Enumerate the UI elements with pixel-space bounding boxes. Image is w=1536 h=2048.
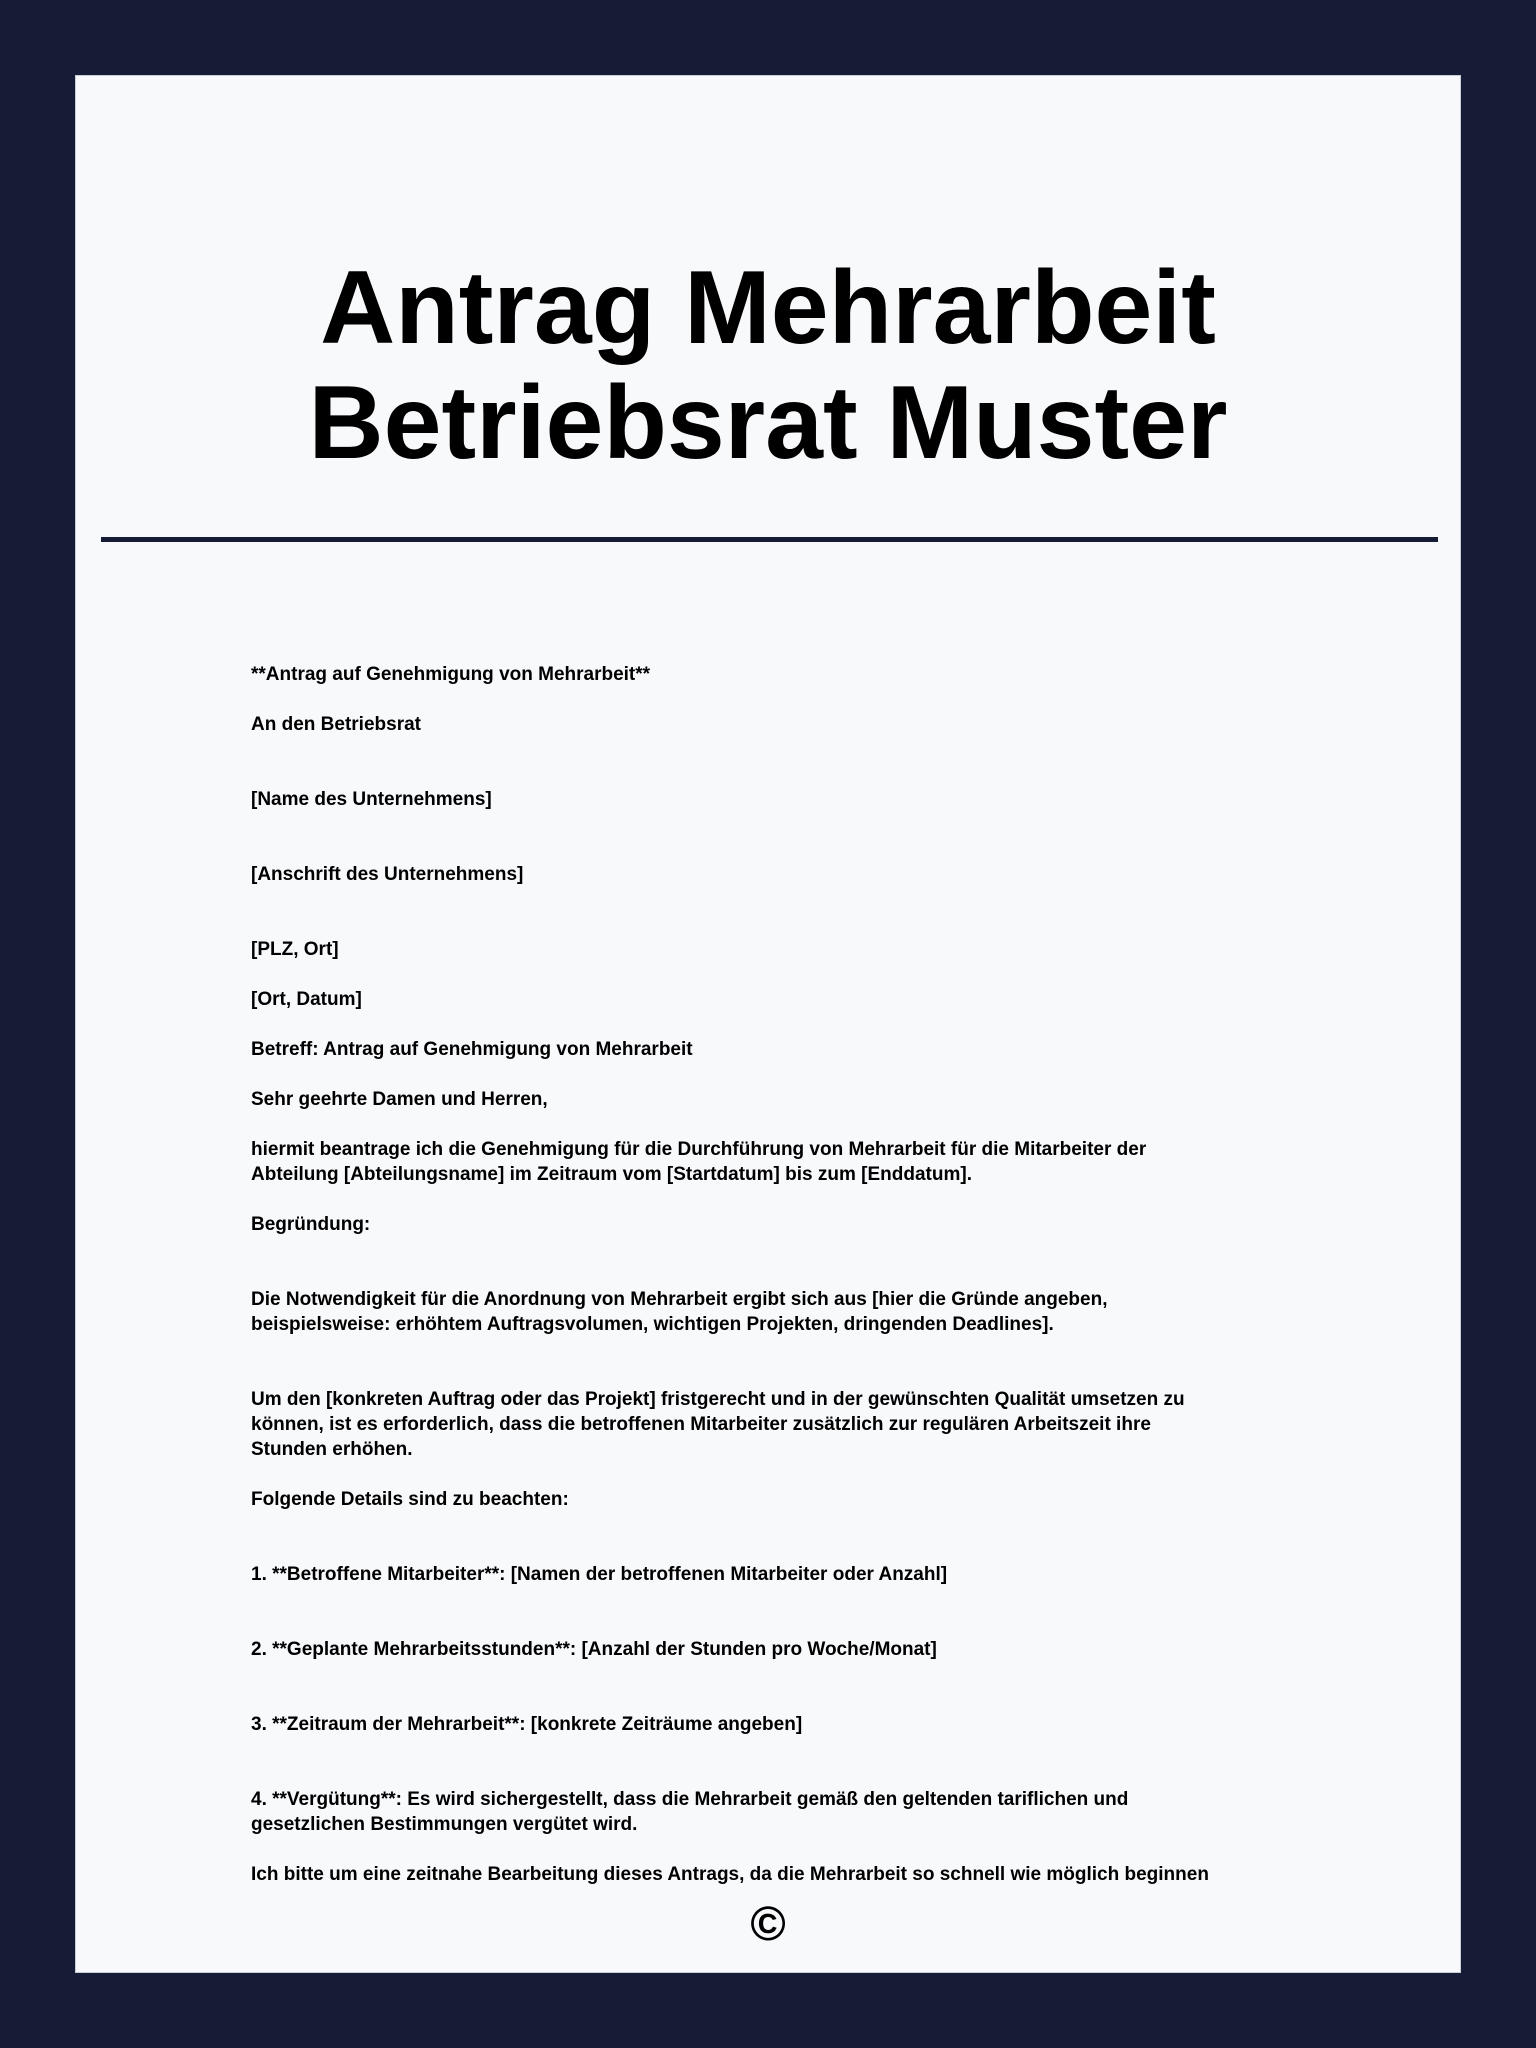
list-item-continued: gesetzlichen Bestimmungen vergütet wird. [251,1814,638,1835]
company-address: [Anschrift des Unternehmens] [251,864,524,885]
company-name: [Name des Unternehmens] [251,789,492,810]
paragraph-project-3: Stunden erhöhen. [251,1439,413,1460]
letter-heading: **Antrag auf Genehmigung von Mehrarbeit** [251,664,651,685]
details-heading: Folgende Details sind zu beachten: [251,1489,569,1510]
place-date: [Ort, Datum] [251,989,362,1010]
list-item: 2. **Geplante Mehrarbeitsstunden**: [Anzahl der Stunden pro Woche/Monat] [251,1639,937,1660]
title-line-1: Antrag Mehrarbeit [320,250,1216,366]
list-item: 1. **Betroffene Mitarbeiter**: [Namen der betroffenen Mitarbeiter oder Anzahl] [251,1564,948,1585]
list-item: 3. **Zeitraum der Mehrarbeit**: [konkrete Zeiträume angeben] [251,1714,803,1735]
paragraph-necessity: Die Notwendigkeit für die Anordnung von Mehrarbeit ergibt sich aus [hier die Gründe angeben, [251,1289,1108,1310]
paragraph-request-2: Abteilung [Abteilungsname] im Zeitraum vom [Startdatum] bis zum [Enddatum]. [251,1164,972,1185]
document-title [76,251,1460,481]
reason-heading: Begründung: [251,1214,371,1235]
closing-paragraph: Ich bitte um eine zeitnahe Bearbeitung dieses Antrags, da die Mehrarbeit so schnell wie möglich beginnen [251,1864,1209,1885]
paragraph-necessity-2: beispielsweise: erhöhtem Auftragsvolumen, wichtigen Projekten, dringenden Deadlines]. [251,1314,1054,1335]
recipient-line: An den Betriebsrat [251,714,421,735]
paragraph-project-2: können, ist es erforderlich, dass die betroffenen Mitarbeiter zusätzlich zur regulären Arbeitszeit ihre [251,1414,1151,1435]
title-divider [101,537,1438,542]
title-line-2: Betriebsrat Muster [308,365,1228,481]
postal-city: [PLZ, Ort] [251,939,339,960]
paragraph-request: hiermit beantrage ich die Genehmigung für die Durchführung von Mehrarbeit für die Mitarbeiter der [251,1139,1147,1160]
subject-line: Betreff: Antrag auf Genehmigung von Mehrarbeit [251,1039,693,1060]
paragraph-project: Um den [konkreten Auftrag oder das Projekt] fristgerecht und in der gewünschten Qualität umsetzen zu [251,1389,1185,1410]
copyright-icon: © [750,1898,786,1951]
list-item: 4. **Vergütung**: Es wird sichergestellt, dass die Mehrarbeit gemäß den geltenden tariflichen und [251,1789,1129,1810]
salutation: Sehr geehrte Damen und Herren, [251,1089,548,1110]
document-page [75,75,1461,1973]
